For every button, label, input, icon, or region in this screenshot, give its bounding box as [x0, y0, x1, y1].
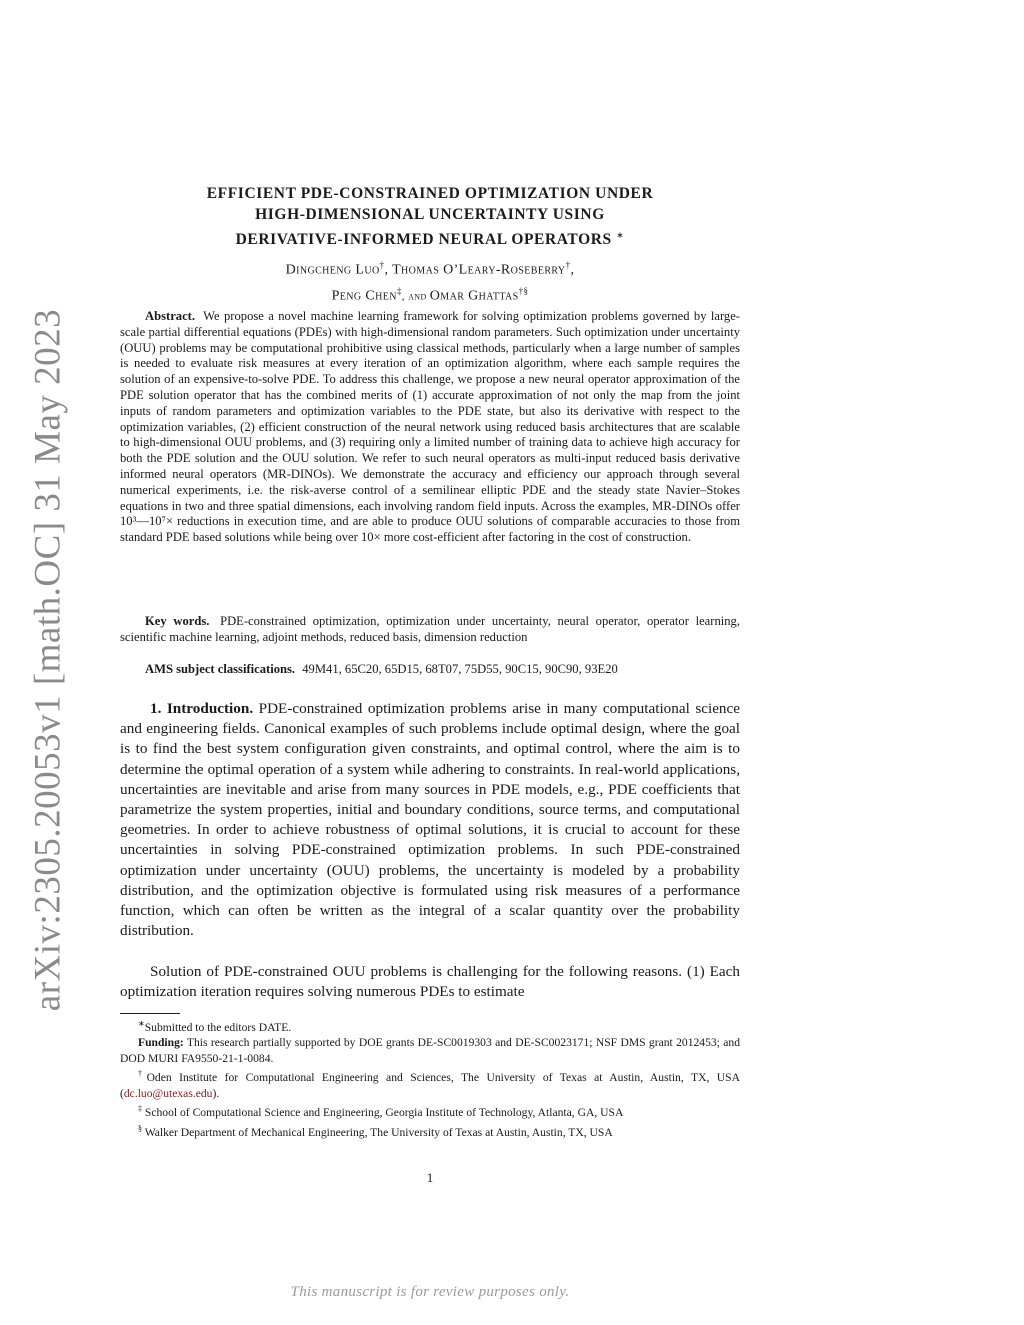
author-mark: ‡	[396, 285, 402, 296]
title-line: EFFICIENT PDE-CONSTRAINED OPTIMIZATION UNDER	[206, 185, 654, 202]
author-line	[130, 255, 730, 281]
email-link[interactable]: dc.luo@utexas.edu	[123, 1086, 213, 1100]
keywords-text: PDE-constrained optimization, optimization under uncertainty, neural operator, operator learning, scientific machine learning, adjoint methods, reduced basis, dimension reduction	[120, 614, 740, 644]
arxiv-stamp: arXiv:2305.20053v1 [math.OC] 31 May 2023	[27, 308, 69, 1012]
page-number: 1	[426, 1170, 434, 1185]
title-line-text: DERIVATIVE-INFORMED NEURAL OPERATORS	[235, 231, 612, 249]
abstract-label: Abstract.	[145, 309, 196, 323]
keywords	[120, 614, 740, 646]
footnote-text: Walker Department of Mechanical Engineering, The University of Texas at Austin, Austin, TX, USA	[144, 1125, 613, 1139]
footnote-text: Oden Institute for Computational Engineering and Sciences, The University of Texas at Austin, Austin, TX, USA (	[120, 1071, 740, 1100]
title-line: HIGH-DIMENSIONAL UNCERTAINTY USING	[255, 206, 605, 223]
title-line	[130, 225, 730, 250]
ams-text: 49M41, 65C20, 65D15, 68T07, 75D55, 90C15, 90C90, 93E20	[302, 662, 618, 676]
footnote-text: Submitted to the editors DATE.	[144, 1020, 292, 1034]
author-separator: ,	[570, 262, 575, 278]
abstract-text: We propose a novel machine learning framework for solving optimization problems governed by large-scale partial differential equations (PDEs) with high-dimensional random parameters. Such optimization under uncertainty (OUU) problems may be computational prohibitive using classical methods, particularly when a large number of samples is needed to evaluate risk measures at every iteration of an optimization algorithm, where each sample requires the solution of an expensive-to-solve PDE. To address this challenge, we propose a new neural operator approximation of the PDE solution operator that has the combined merits of (1) accurate approximation of not only the map from the joint inputs of random parameters and optimization variables to the PDE state, but also its derivative with respect to the optimization variables, (2) efficient construction of the neural network using reduced basis architectures that are scalable to high-dimensional OUU problems, and (3) requiring only a limited number of training data to achieve high accuracy for both the PDE solution and the OUU solution. We refer to such neural operators as multi-input reduced basis derivative informed neural operators (MR-DINOs). We demonstrate the accuracy and efficiency our approach through several numerical experiments, i.e. the risk-averse control of a semilinear elliptic PDE and the steady state Navier–Stokes equations in two and three spatial dimensions, each involving random field inputs. Across the examples, MR-DINOs offer 10³—10⁷× reductions in execution time, and are able to produce OUU solutions of comparable accuracies to those from standard PDE based solutions while being over 10× more cost-efficient after factoring in the cost of construction.	[120, 309, 741, 545]
footnote-mark: §	[138, 1123, 142, 1133]
author-separator: ,	[384, 262, 389, 278]
author-mark: †	[379, 260, 385, 270]
author-and: , and	[401, 290, 430, 303]
author-line	[130, 281, 730, 308]
ams-label: AMS subject classifications.	[145, 662, 296, 676]
author-name: Omar Ghattas	[429, 288, 519, 304]
intro-paragraph-2	[120, 962, 740, 1002]
footnote-funding	[120, 1035, 740, 1066]
intro-text: PDE-constrained optimization problems arise in many computational science and engineering fields. Canonical examples of such problems include optimal design, where the goal is to find the best system configuration given constraints, and optimal control, where the aim is to determine the optimal operation of a system while adhering to constraints. In real-world applications, uncertainties are inevitable and arise from many sources in PDE models, e.g., PDE coefficients that parametrize the system properties, initial and boundary conditions, source terms, and computational geometries. In order to achieve robustness of optimal solutions, it is crucial to account for these uncertainties in solving PDE-constrained optimization problems. In such PDE-constrained optimization under uncertainty (OUU) problems, the uncertainty is modeled by a probability distribution, and the optimization objective is formulated using risk measures of a performance function, which can often be written as the integral of a scalar quantity over the probability distribution.	[120, 700, 741, 940]
author-name: Thomas O’Leary-Roseberry	[392, 262, 566, 278]
footnotes	[120, 1016, 740, 1140]
author-mark: †	[565, 260, 571, 270]
section-heading: 1. Introduction.	[150, 700, 254, 717]
ams-classifications	[120, 662, 740, 678]
footnote-text: School of Computational Science and Engineering, Georgia Institute of Technology, Atlanta, GA, USA	[144, 1106, 624, 1120]
abstract	[120, 309, 740, 546]
footnote-text: ).	[212, 1086, 220, 1100]
review-notice: This manuscript is for review purposes only.	[290, 1284, 570, 1300]
footnote-rule	[120, 1013, 180, 1014]
keywords-label: Key words.	[145, 614, 210, 628]
title-footnote-mark: ∗	[616, 230, 625, 240]
footnote-mark: ∗	[138, 1019, 145, 1028]
footnote-oden	[120, 1066, 740, 1101]
author-list	[130, 255, 730, 307]
footnote-text: This research partially supported by DOE grants DE-SC0019303 and DE-SC0023171; NSF DMS grant 2012453; and DOD MURI FA9550-21-1-0084.	[120, 1036, 740, 1065]
author-name: Peng Chen	[331, 288, 397, 304]
paper-title	[130, 183, 730, 250]
footnote-walker	[120, 1121, 740, 1140]
intro-paragraph	[120, 699, 740, 941]
intro-text-2: Solution of PDE-constrained OUU problems is challenging for the following reasons. (1) Each optimization iteration requires solving numerous PDEs to estimate	[120, 963, 740, 1001]
footnote-mark: †	[138, 1069, 147, 1079]
author-name: Dingcheng Luo	[285, 262, 380, 278]
footnote-mark: ‡	[138, 1104, 142, 1114]
funding-label: Funding:	[138, 1036, 184, 1050]
footnote-georgia	[120, 1101, 740, 1120]
footnote-submitted	[120, 1016, 740, 1035]
author-mark: †§	[518, 285, 529, 296]
